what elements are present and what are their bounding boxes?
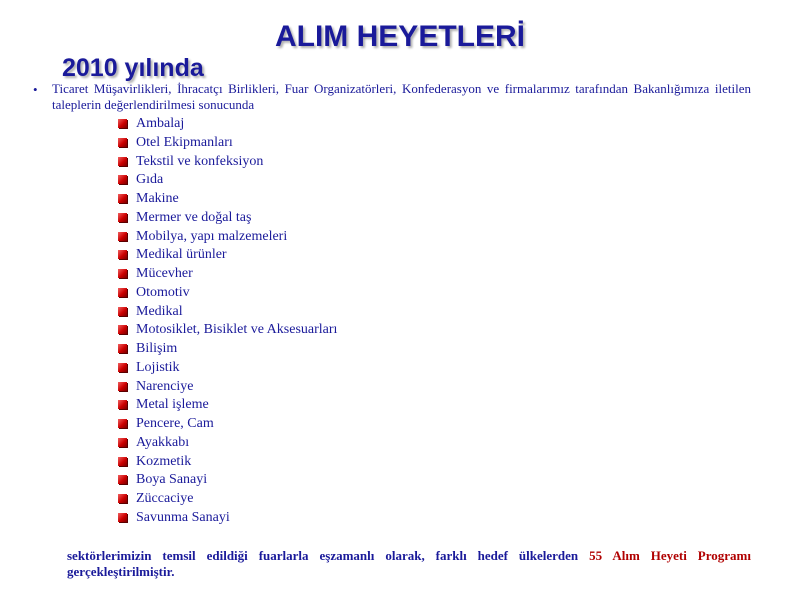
sector-label: Motosiklet, Bisiklet ve Aksesuarları bbox=[136, 322, 338, 338]
sector-item bbox=[118, 153, 337, 172]
sector-list bbox=[118, 115, 337, 528]
red-square-bullet-icon bbox=[118, 419, 127, 428]
red-square-bullet-icon bbox=[118, 494, 127, 503]
red-square-bullet-icon bbox=[118, 400, 127, 409]
page-subtitle: 2010 yılında bbox=[62, 54, 204, 82]
bullet-dot: • bbox=[33, 82, 38, 97]
red-square-bullet-icon bbox=[118, 457, 127, 466]
sector-item bbox=[118, 321, 337, 340]
red-square-bullet-icon bbox=[118, 250, 127, 259]
sector-label: Medikal bbox=[136, 303, 183, 319]
red-square-bullet-icon bbox=[118, 213, 127, 222]
sector-item bbox=[118, 265, 337, 284]
red-square-bullet-icon bbox=[118, 119, 127, 128]
sector-item bbox=[118, 378, 337, 397]
sector-item bbox=[118, 303, 337, 322]
sector-label: Kozmetik bbox=[136, 453, 192, 469]
sector-label: Gıda bbox=[136, 172, 164, 188]
sector-item bbox=[118, 509, 337, 528]
red-square-bullet-icon bbox=[118, 288, 127, 297]
red-square-bullet-icon bbox=[118, 475, 127, 484]
red-square-bullet-icon bbox=[118, 363, 127, 372]
sector-item bbox=[118, 396, 337, 415]
sector-label: Otomotiv bbox=[136, 284, 190, 300]
sector-item bbox=[118, 171, 337, 190]
red-square-bullet-icon bbox=[118, 344, 127, 353]
sector-label: Boya Sanayi bbox=[136, 472, 208, 488]
sector-label: Tekstil ve konfeksiyon bbox=[136, 153, 264, 169]
sector-label: Ambalaj bbox=[136, 116, 185, 131]
red-square-bullet-icon bbox=[118, 194, 127, 203]
red-square-bullet-icon bbox=[118, 307, 127, 316]
sector-item bbox=[118, 228, 337, 247]
sector-label: Lojistik bbox=[136, 359, 180, 375]
sector-label: Pencere, Cam bbox=[136, 416, 214, 431]
program-count-highlight: 55 Alım Heyeti Programı bbox=[589, 548, 751, 563]
sector-item bbox=[118, 490, 337, 509]
sector-label: Mobilya, yapı malzemeleri bbox=[136, 228, 288, 244]
sector-item bbox=[118, 246, 337, 265]
sector-item bbox=[118, 359, 337, 378]
red-square-bullet-icon bbox=[118, 269, 127, 278]
red-square-bullet-icon bbox=[118, 157, 127, 166]
closing-paragraph bbox=[67, 548, 751, 580]
sector-item bbox=[118, 434, 337, 453]
sector-label: Mücevher bbox=[136, 266, 193, 281]
closing-text-start: sektörlerimizin temsil edildiği fuarlarla eşzamanlı olarak, farklı hedef ülkelerden bbox=[67, 548, 590, 563]
sector-item bbox=[118, 471, 337, 490]
sector-item bbox=[118, 284, 337, 303]
sector-label: Mermer ve doğal taş bbox=[136, 209, 252, 225]
red-square-bullet-icon bbox=[118, 438, 127, 447]
red-square-bullet-icon bbox=[118, 232, 127, 241]
red-square-bullet-icon bbox=[118, 138, 127, 147]
sector-item bbox=[118, 453, 337, 472]
sector-label: Züccaciye bbox=[136, 491, 194, 506]
sector-item bbox=[118, 115, 337, 134]
sector-label: Bilişim bbox=[136, 341, 178, 356]
sector-label: Ayakkabı bbox=[136, 434, 190, 450]
red-square-bullet-icon bbox=[118, 325, 127, 334]
red-square-bullet-icon bbox=[118, 175, 127, 184]
sector-label: Otel Ekipmanları bbox=[136, 134, 233, 150]
sector-label: Metal işleme bbox=[136, 397, 209, 413]
red-square-bullet-icon bbox=[118, 382, 127, 391]
page-title: ALIM HEYETLERİ bbox=[274, 20, 525, 53]
closing-text-end: gerçekleştirilmiştir. bbox=[67, 564, 175, 579]
sector-label: Medikal ürünler bbox=[136, 247, 227, 263]
sector-item bbox=[118, 415, 337, 434]
sector-item bbox=[118, 190, 337, 209]
intro-paragraph: Ticaret Müşavirlikleri, İhracatçı Birlikleri, Fuar Organizatörleri, Konfederasyon ve firmalarımız tarafından Bakanlığımıza iletilen taleplerin değerlendirilmesi sonucunda bbox=[52, 81, 751, 112]
sector-item bbox=[118, 134, 337, 153]
sector-item bbox=[118, 340, 337, 359]
red-square-bullet-icon bbox=[118, 513, 127, 522]
sector-label: Makine bbox=[136, 191, 179, 206]
sector-item bbox=[118, 209, 337, 228]
sector-label: Savunma Sanayi bbox=[136, 509, 230, 525]
sector-label: Narenciye bbox=[136, 378, 194, 394]
